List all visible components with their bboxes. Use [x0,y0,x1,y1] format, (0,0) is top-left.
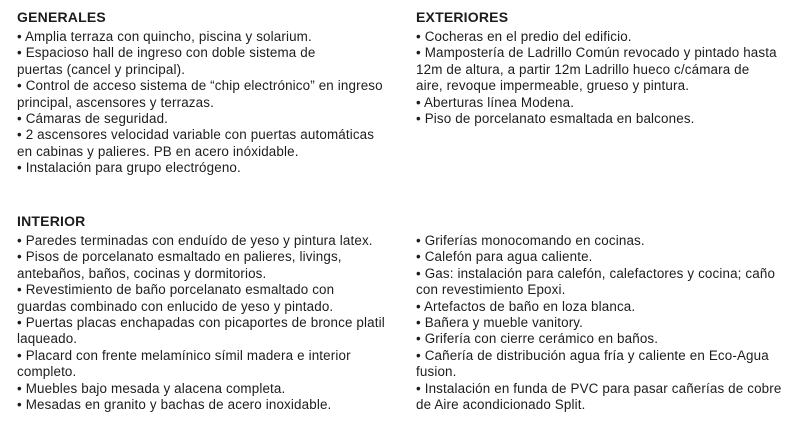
list-item: • Griferías monocomando en cocinas. [416,233,645,248]
list-item: • Espacioso hall de ingreso con doble sistema de puertas (cancel y principal). [17,45,316,77]
list-item: • Mampostería de Ladrillo Común revocado y pintado hasta 12m de altura, a partir 12m Ladrillo hueco c/cámara de aire, revoque impermeable, grueso y pintura. [416,45,777,94]
list-item: • Control de acceso sistema de “chip electrónico” en ingreso principal, ascensores y terrazas. [17,78,383,110]
list-item: • Amplia terraza con quincho, piscina y solarium. [17,29,312,44]
list-item: • Bañera y mueble vanitory. [416,315,584,331]
list-item: • Cámaras de seguridad. [17,111,169,127]
exteriores-list [416,29,796,127]
list-item: • Pisos de porcelanato esmaltado en palieres, livings, antebaños, baños, cocinas y dormitorios. [17,249,342,281]
interior-right-section [416,233,796,413]
list-item: • Piso de porcelanato esmaltada en balcones. [416,111,695,127]
list-item: • Muebles bajo mesada y alacena completa. [17,380,286,396]
generales-heading: GENERALES [17,9,106,25]
list-item: • Puertas placas enchapadas con picaportes de bronce platil laqueado. [17,315,385,347]
list-item: • Calefón para agua caliente. [416,249,593,265]
list-item: • Revestimiento de baño porcelanato esmaltado con guardas combinado con enlucido de yeso y pintado. [17,282,335,314]
list-item: • Gas: instalación para calefón, calefactores y cocina; caño con revestimiento Epoxi. [416,265,776,298]
generales-list [17,29,397,177]
interior-section [17,212,407,413]
list-item: • Instalación en funda de PVC para pasar cañerías de cobre de Aire acondicionado Split. [416,380,782,413]
list-item: • Artefactos de baño en loza blanca. [416,298,636,314]
interior-list-left [17,233,407,413]
list-item: • Cañería de distribución agua fría y caliente en Eco-Agua fusion. [416,347,769,380]
list-item: • 2 ascensores velocidad variable con puertas automáticas en cabinas y palieres. PB en acero inóxidable. [17,127,375,159]
list-item: • Paredes terminadas con enduído de yeso y pintura latex. [17,233,373,248]
list-item: • Aberturas línea Modena. [416,94,575,110]
list-item: • Mesadas en granito y bachas de acero inoxidable. [17,397,332,413]
list-item: • Placard con frente melamínico símil madera e interior completo. [17,347,351,380]
list-item: • Grifería con cierre cerámico en baños. [416,331,659,347]
list-item: • Instalación para grupo electrógeno. [17,160,241,176]
interior-heading: INTERIOR [17,213,86,229]
exteriores-section [416,8,796,127]
generales-section [17,8,397,177]
list-item: • Cocheras en el predio del edificio. [416,29,632,44]
interior-list-right [416,233,796,413]
exteriores-heading: EXTERIORES [416,9,509,25]
